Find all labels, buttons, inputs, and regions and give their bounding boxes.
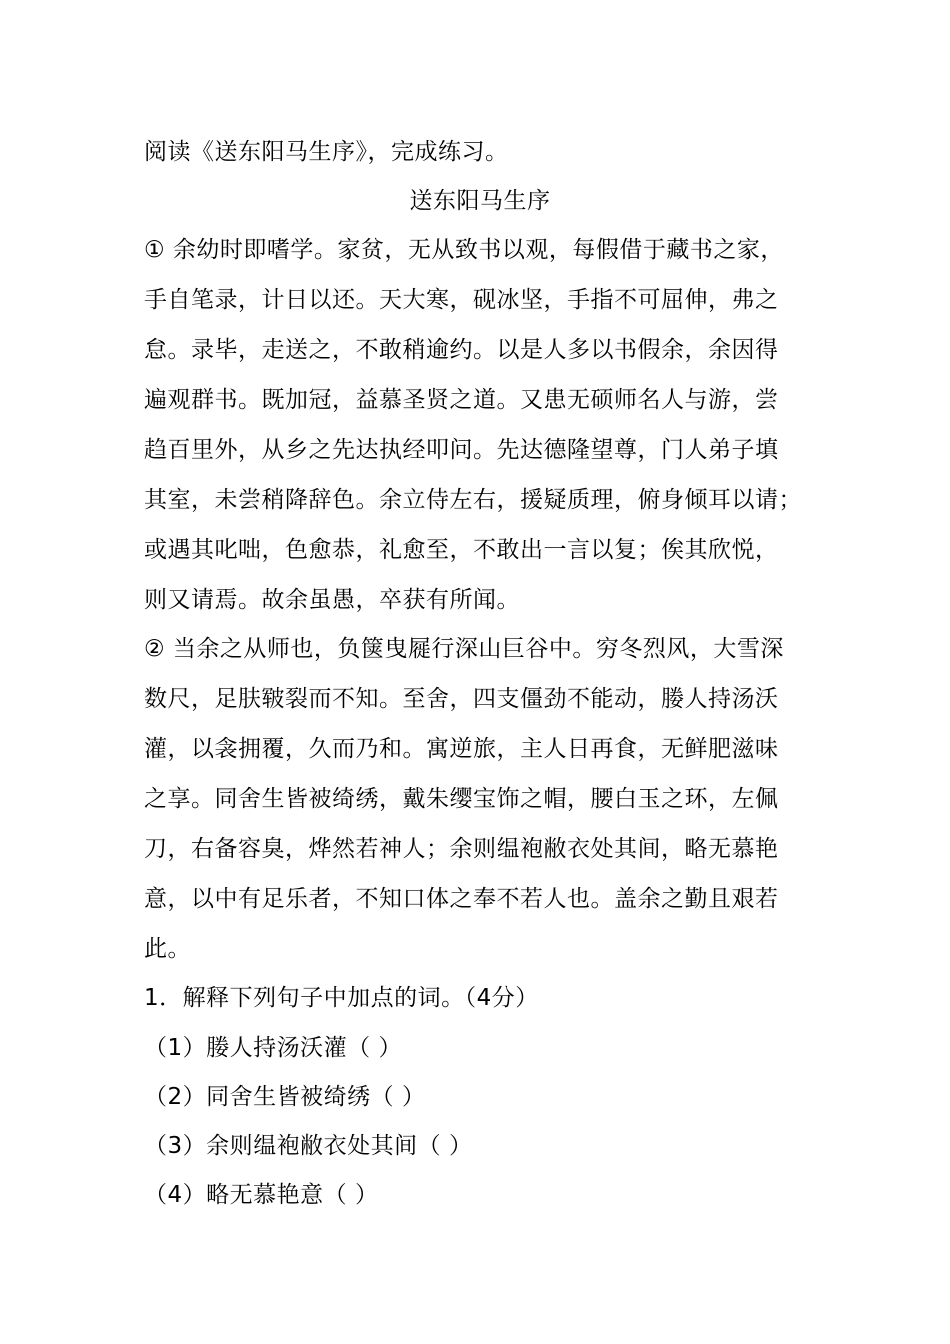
paragraph-line: 遍观群书。既加冠，益慕圣贤之道。又患无硕师名人与游，尝 — [144, 387, 779, 413]
paragraph-line: 此。 — [144, 936, 191, 962]
paragraph-line: ① 余幼时即嗜学。家贫，无从致书以观，每假借于藏书之家， — [144, 237, 784, 263]
paragraph-line: 怠。录毕，走送之，不敢稍逾约。以是人多以书假余，余因得 — [144, 337, 779, 363]
paragraph-line: 手自笔录，计日以还。天大寒，砚冰坚，手指不可屈伸，弗之 — [144, 287, 779, 313]
paragraph-line: 则又请焉。故余虽愚，卒获有所闻。 — [144, 587, 520, 613]
paragraph-line: 或遇其叱咄，色愈恭，礼愈至，不敢出一言以复；俟其欣悦， — [144, 537, 779, 563]
paragraph-line: 其室，未尝稍降辞色。余立侍左右，援疑质理，俯身倾耳以请； — [144, 487, 802, 513]
paragraph-line: 刀，右备容臭，烨然若神人；余则缊袍敝衣处其间，略无慕艳 — [144, 836, 779, 862]
question-item: （3）余则缊袍敝衣处其间（ ） — [144, 1133, 473, 1159]
paragraph-line: ② 当余之从师也，负箧曳屣行深山巨谷中。穷冬烈风，大雪深 — [144, 636, 784, 662]
paragraph-line: 数尺，足肤皲裂而不知。至舍，四支僵劲不能动，媵人持汤沃 — [144, 686, 779, 712]
paragraph-line: 之享。同舍生皆被绮绣，戴朱缨宝饰之帽，腰白玉之环，左佩 — [144, 786, 779, 812]
paragraph-line: 趋百里外，从乡之先达执经叩问。先达德隆望尊，门人弟子填 — [144, 437, 779, 463]
question-item: （4）略无慕艳意（ ） — [144, 1182, 379, 1208]
paragraph-line: 意，以中有足乐者，不知口体之奉不若人也。盖余之勤且艰若 — [144, 886, 779, 912]
paragraph-line: 灌，以衾拥覆，久而乃和。寓逆旅，主人日再食，无鲜肥滋味 — [144, 736, 779, 762]
question-item: （2）同舍生皆被绮绣（ ） — [144, 1084, 426, 1110]
passage-title: 送东阳马生序 — [409, 188, 551, 214]
question-item: （1）媵人持汤沃灌（ ） — [144, 1035, 402, 1061]
intro-instruction: 阅读《送东阳马生序》，完成练习。 — [144, 139, 509, 165]
question-prompt: 1．解释下列句子中加点的词。（4分） — [144, 985, 539, 1011]
